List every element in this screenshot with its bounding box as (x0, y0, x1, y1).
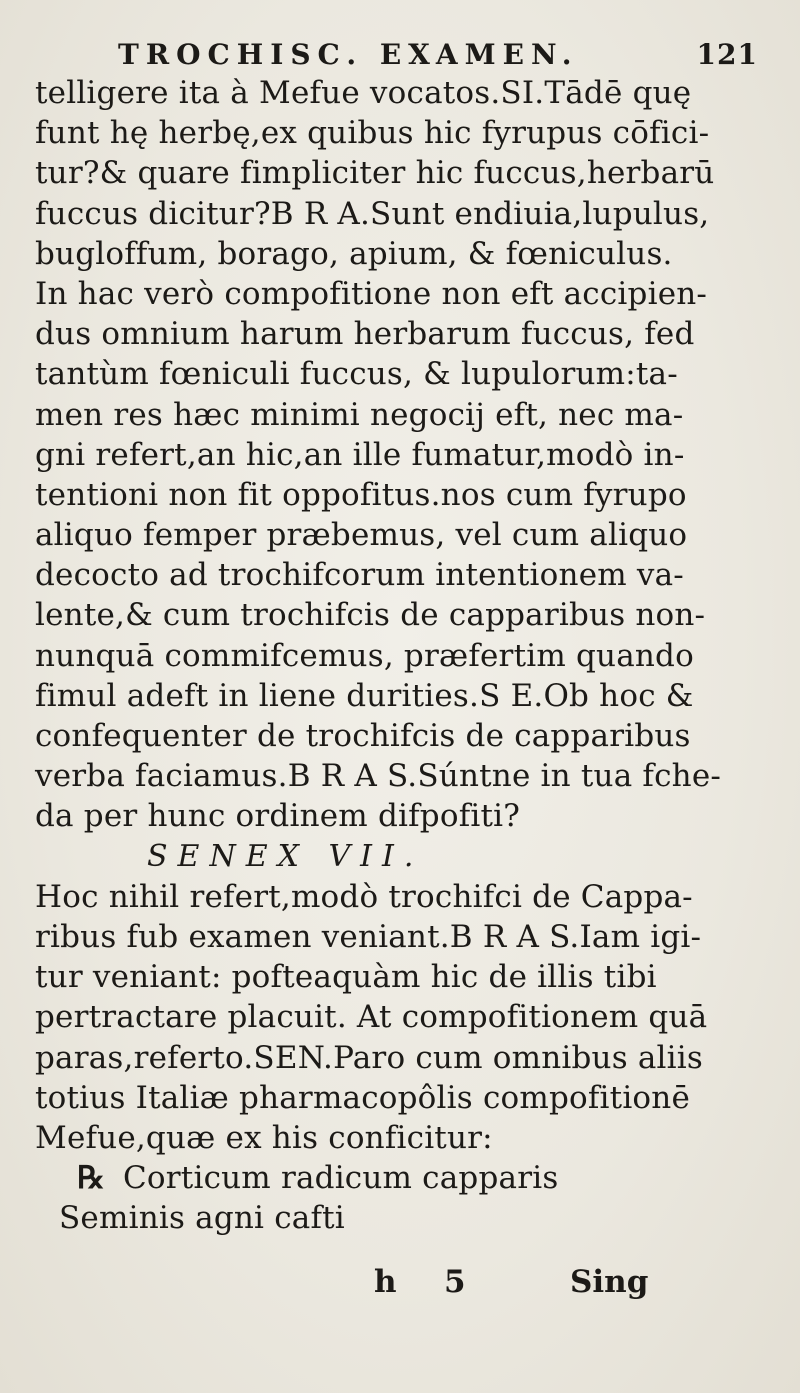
text-line: tur veniant: pofteaquàm hic de illis tibi (35, 959, 657, 996)
text-line: Hoc nihil refert,modò trochifci de Cappa- (35, 878, 693, 915)
text-line: Mefue,quæ ex his conficitur: (35, 1119, 493, 1156)
text-line: gni refert,an hic,an ille fumatur,modò in- (35, 436, 685, 473)
text-line: totius Italiæ pharmacopôlis compofitionē (35, 1079, 691, 1116)
signature-number: 5 (444, 1264, 466, 1300)
text-line: tur?& quare fimpliciter hic fuccus,herbarū (35, 155, 715, 192)
text-line: funt hę herbę,ex quibus hic fyrupus cōfici- (35, 115, 710, 152)
running-title: TROCHISC. EXAMEN. (118, 38, 579, 71)
text-line: tantùm fœniculi fuccus, & lupulorum:ta- (35, 356, 678, 393)
recipe-ingredient: Corticum radicum capparis (123, 1160, 559, 1197)
text-line: confequenter de trochifcis de capparibus (35, 718, 691, 754)
recipe-line (35, 1158, 775, 1198)
text-line: paras,referto.SEN.Paro cum omnibus aliis (35, 1039, 703, 1076)
text-line: decocto ad trochifcorum intentionem va- (35, 557, 684, 594)
recipe-rx-icon: ℞ (77, 1160, 105, 1197)
signature-letter: h (374, 1264, 397, 1300)
text-line: aliquo femper præbemus, vel cum aliquo (35, 517, 688, 554)
body-text (35, 73, 775, 1238)
text-line: pertractare placuit. At compofitionem quā (35, 999, 708, 1036)
text-line: lente,& cum trochifcis de capparibus non- (35, 597, 706, 634)
text-line: telligere ita à Mefue vocatos.SI.Tādē quę (35, 75, 692, 111)
text-line: fimul adeft in liene durities.S E.Ob hoc & (35, 677, 694, 714)
text-line: men res hæc minimi negocij eft, nec ma- (35, 396, 684, 433)
speaker-heading: SENEX VII. (147, 838, 424, 874)
text-line: nunquā commifcemus, præfertim quando (35, 637, 694, 674)
catchwords (374, 1264, 774, 1308)
text-line: tentioni non fit oppofitus.nos cum fyrupo (35, 476, 687, 513)
text-line: fuccus dicitur?B R A.Sunt endiuia,lupulus, (35, 195, 710, 232)
text-line: dus omnium harum herbarum fuccus, fed (35, 316, 695, 353)
text-line: da per hunc ordinem difpofiti? (35, 798, 521, 835)
page-number: 121 (696, 38, 758, 71)
text-line: In hac verò compofitione non eft accipien- (35, 275, 708, 312)
recipe-line: Seminis agni cafti (59, 1200, 345, 1237)
text-line: bugloffum, borago, apium, & fœniculus. (35, 235, 673, 272)
text-line: verba faciamus.B R A S.Súntne in tua fche- (35, 758, 722, 795)
text-line: ribus fub examen veniant.B R A S.Iam igi- (35, 918, 702, 955)
catchword: Sing (570, 1264, 649, 1300)
